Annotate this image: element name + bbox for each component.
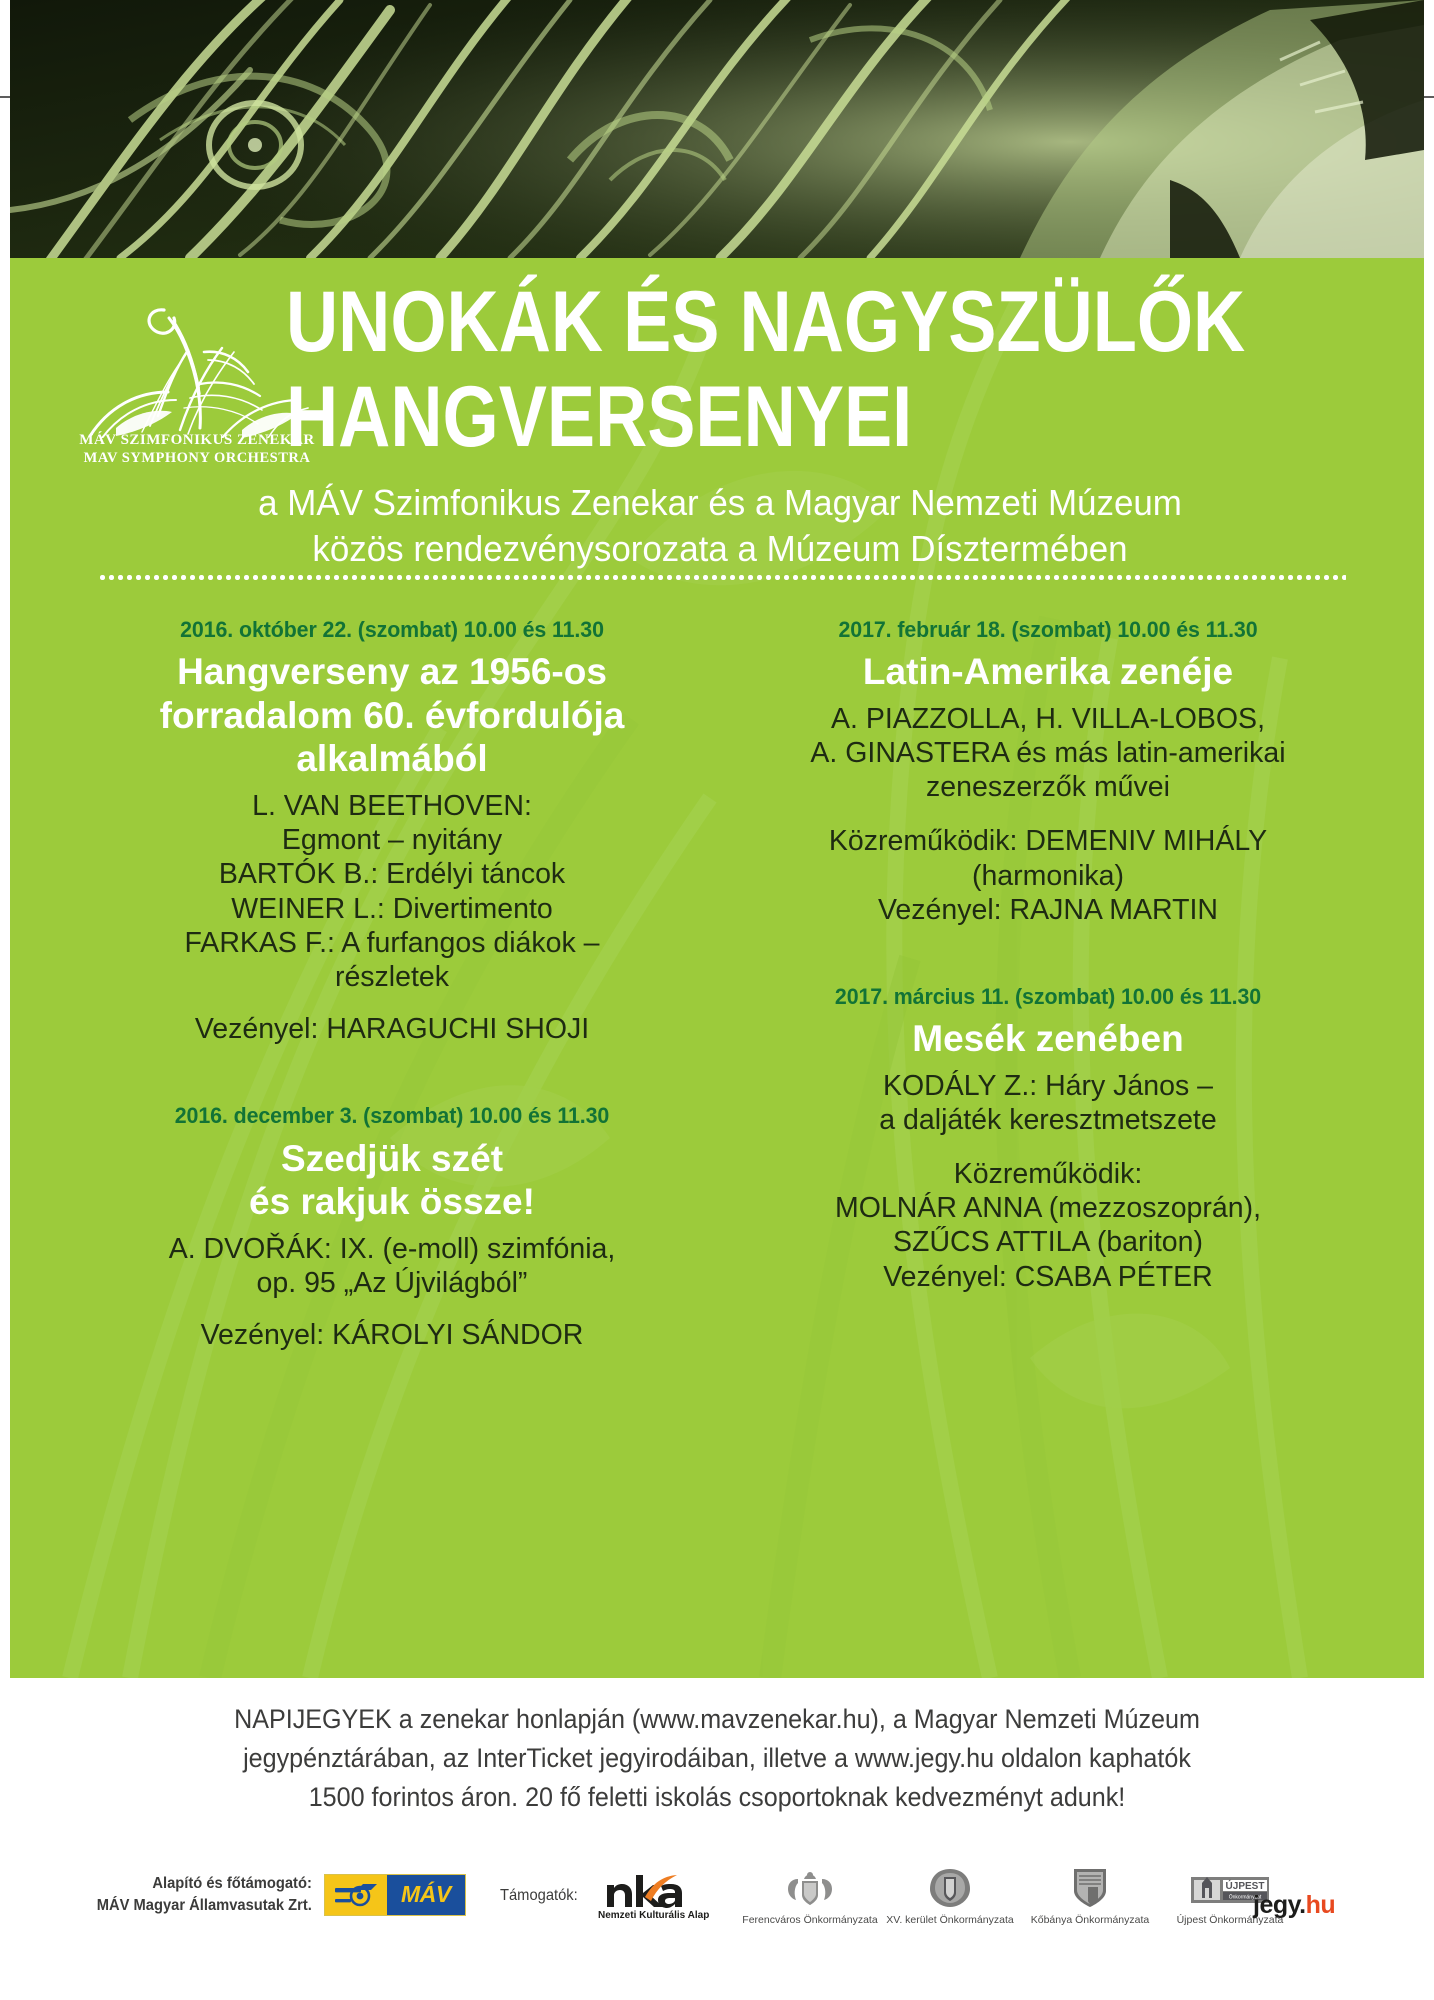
ferencvaros-crest-icon: [740, 1867, 880, 1909]
performer-line: Közreműködik:: [953, 1158, 1143, 1191]
event-title-line: Latin-Amerika zenéje: [862, 651, 1234, 693]
sponsor-crest: [740, 1867, 880, 1926]
crest-label: Kőbánya Önkormányzata: [1030, 1914, 1150, 1926]
program-line: részletek: [334, 961, 450, 994]
column-spacer: [752, 953, 1344, 983]
orchestra-logo: [72, 288, 322, 488]
crest-label: Újpest Önkormányzata: [1176, 1914, 1284, 1926]
french-horns-photo: [10, 0, 1424, 258]
kobanya-crest-icon: [1020, 1867, 1160, 1909]
event-conductor: [752, 1260, 1344, 1294]
program-line: A. PIAZZOLLA, H. VILLA-LOBOS,: [831, 702, 1265, 735]
event-title: [752, 1017, 1344, 1061]
svg-text:Önkormányzat: Önkormányzat: [1228, 1894, 1262, 1901]
program-line: A. GINASTERA és más latin-amerikai: [810, 736, 1286, 769]
orchestra-logo-text: [72, 432, 322, 467]
event-program: [752, 702, 1344, 805]
nka-glyph-icon: [598, 1875, 690, 1909]
dotted-divider: [98, 575, 1346, 580]
event-title-line: Hangverseny az 1956-os: [177, 651, 607, 693]
event-title-line: forradalom 60. évfordulója: [159, 694, 625, 736]
event-title-line: és rakjuk össze!: [249, 1181, 535, 1223]
event-title-line: alkalmából: [296, 738, 488, 780]
event-title: [98, 1137, 686, 1224]
event-performers: [752, 1157, 1344, 1260]
conductor-line: Vezényel: RAJNA MARTIN: [877, 893, 1218, 926]
founder-block: [78, 1873, 466, 1916]
events-columns: [70, 616, 1370, 1378]
founder-label-line-2: MÁV Magyar Államvasutak Zrt.: [96, 1896, 312, 1914]
event-conductor: [752, 893, 1344, 927]
ticket-info-line-2: jegypénztárában, az InterTicket jegyirodáiban, illetve a www.jegy.hu oldalon kaphatók: [243, 1743, 1191, 1774]
sponsor-crest: [880, 1867, 1020, 1926]
performer-line: MOLNÁR ANNA (mezzoszoprán),: [834, 1192, 1262, 1225]
program-line: a daljáték keresztmetszete: [879, 1103, 1217, 1136]
event-date: 2017. február 18. (szombat) 10.00 és 11.30: [838, 617, 1258, 642]
conductor-line: Vezényel: CSABA PÉTER: [883, 1260, 1213, 1293]
program-line: Egmont – nyitány: [281, 824, 503, 857]
event-title: [98, 650, 686, 781]
conductor-line: Vezényel: KÁROLYI SÁNDOR: [200, 1319, 584, 1352]
nka-caption: Nemzeti Kulturális Alap: [598, 1910, 710, 1921]
founder-label: [97, 1873, 312, 1916]
crest-label: XV. kerület Önkormányzata: [886, 1914, 1014, 1926]
program-line: A. DVOŘÁK: IX. (e-moll) szimfónia,: [168, 1232, 616, 1265]
subtitle-line-1: a MÁV Szimfonikus Zenekar és a Magyar Nemzeti Múzeum: [258, 482, 1182, 523]
ticket-info-line-1: NAPIJEGYEK a zenekar honlapján (www.mavzenekar.hu), a Magyar Nemzeti Múzeum: [234, 1704, 1200, 1734]
jegy-logo-black: jegy.: [1253, 1891, 1306, 1919]
sponsors-bar: [0, 1855, 1434, 1965]
jegy-hu-logo: [1253, 1891, 1335, 1920]
orchestra-name-hu: MÁV SZIMFONIKUS ZENEKAR: [79, 432, 315, 448]
event-card: [98, 616, 686, 1046]
event-conductor: [98, 1012, 686, 1046]
column-spacer: [98, 1072, 686, 1102]
mav-logo: [324, 1874, 466, 1916]
event-title: [752, 650, 1344, 694]
crest-label: Ferencváros Önkormányzata: [742, 1914, 878, 1926]
event-card: [752, 616, 1344, 927]
event-date: 2016. december 3. (szombat) 10.00 és 11.30: [174, 1103, 610, 1129]
program-line: op. 95 „Az Újvilágból”: [256, 1267, 528, 1300]
event-date: 2017. március 11. (szombat) 10.00 és 11.30: [834, 983, 1262, 1009]
violin-logo-icon: [72, 288, 322, 438]
ticket-info-line-3: 1500 forintos áron. 20 fő feletti iskolás csoportoknak kedvezményt adunk!: [308, 1782, 1126, 1813]
supporters-label: Támogatók:: [500, 1887, 578, 1904]
program-line: L. VAN BEETHOVEN:: [252, 790, 532, 823]
conductor-line: Vezényel: HARAGUCHI SHOJI: [194, 1013, 590, 1046]
jegy-logo-orange: hu: [1305, 1891, 1336, 1919]
green-content-panel: [10, 258, 1424, 1678]
xv-kerulet-crest-icon: [880, 1867, 1020, 1909]
founder-label-line-1: Alapító és főtámogató:: [152, 1875, 312, 1892]
event-performers: [752, 824, 1344, 892]
municipality-crests: [740, 1867, 1300, 1926]
performer-line: Közreműködik: DEMENIV MIHÁLY: [828, 825, 1268, 858]
performer-line: SZŰCS ATTILA (bariton): [893, 1226, 1203, 1259]
event-title-line: Mesék zenében: [912, 1018, 1184, 1060]
program-line: zeneszerzők művei: [926, 771, 1170, 804]
event-program: [98, 1232, 686, 1300]
event-title-line: Szedjük szét: [280, 1137, 504, 1179]
events-column-right: [720, 616, 1370, 1378]
subtitle-line-2: közös rendezvénysorozata a Múzeum Dísztermében: [312, 528, 1128, 570]
event-program: [98, 789, 686, 994]
event-date: 2016. október 22. (szombat) 10.00 és 11.30: [180, 617, 604, 642]
ticket-info: [106, 1700, 1328, 1817]
program-line: BARTÓK B.: Erdélyi táncok: [218, 858, 566, 891]
event-card: [98, 1102, 686, 1352]
event-program: [752, 1069, 1344, 1137]
event-conductor: [98, 1318, 686, 1352]
mav-wheel-icon: [325, 1875, 387, 1915]
title-line-1: UNOKÁK ÉS NAGYSZÜLŐK: [286, 274, 1246, 370]
page-title: [286, 274, 1376, 466]
program-line: FARKAS F.: A furfangos diákok –: [184, 926, 600, 959]
title-line-2: HANGVERSENYEI: [286, 369, 913, 466]
nka-logo: [598, 1875, 710, 1921]
orchestra-name-en: MAV SYMPHONY ORCHESTRA: [83, 449, 311, 466]
program-line: WEINER L.: Divertimento: [231, 892, 553, 925]
subtitle: [90, 480, 1351, 572]
events-column-left: [70, 616, 720, 1378]
mav-wordmark: MÁV: [387, 1875, 465, 1915]
program-line: KODÁLY Z.: Háry János –: [883, 1069, 1213, 1102]
performer-line: (harmonika): [971, 859, 1125, 892]
svg-text:ÚJPEST: ÚJPEST: [1225, 1881, 1265, 1892]
event-card: [752, 983, 1344, 1294]
sponsor-crest: [1020, 1867, 1160, 1926]
